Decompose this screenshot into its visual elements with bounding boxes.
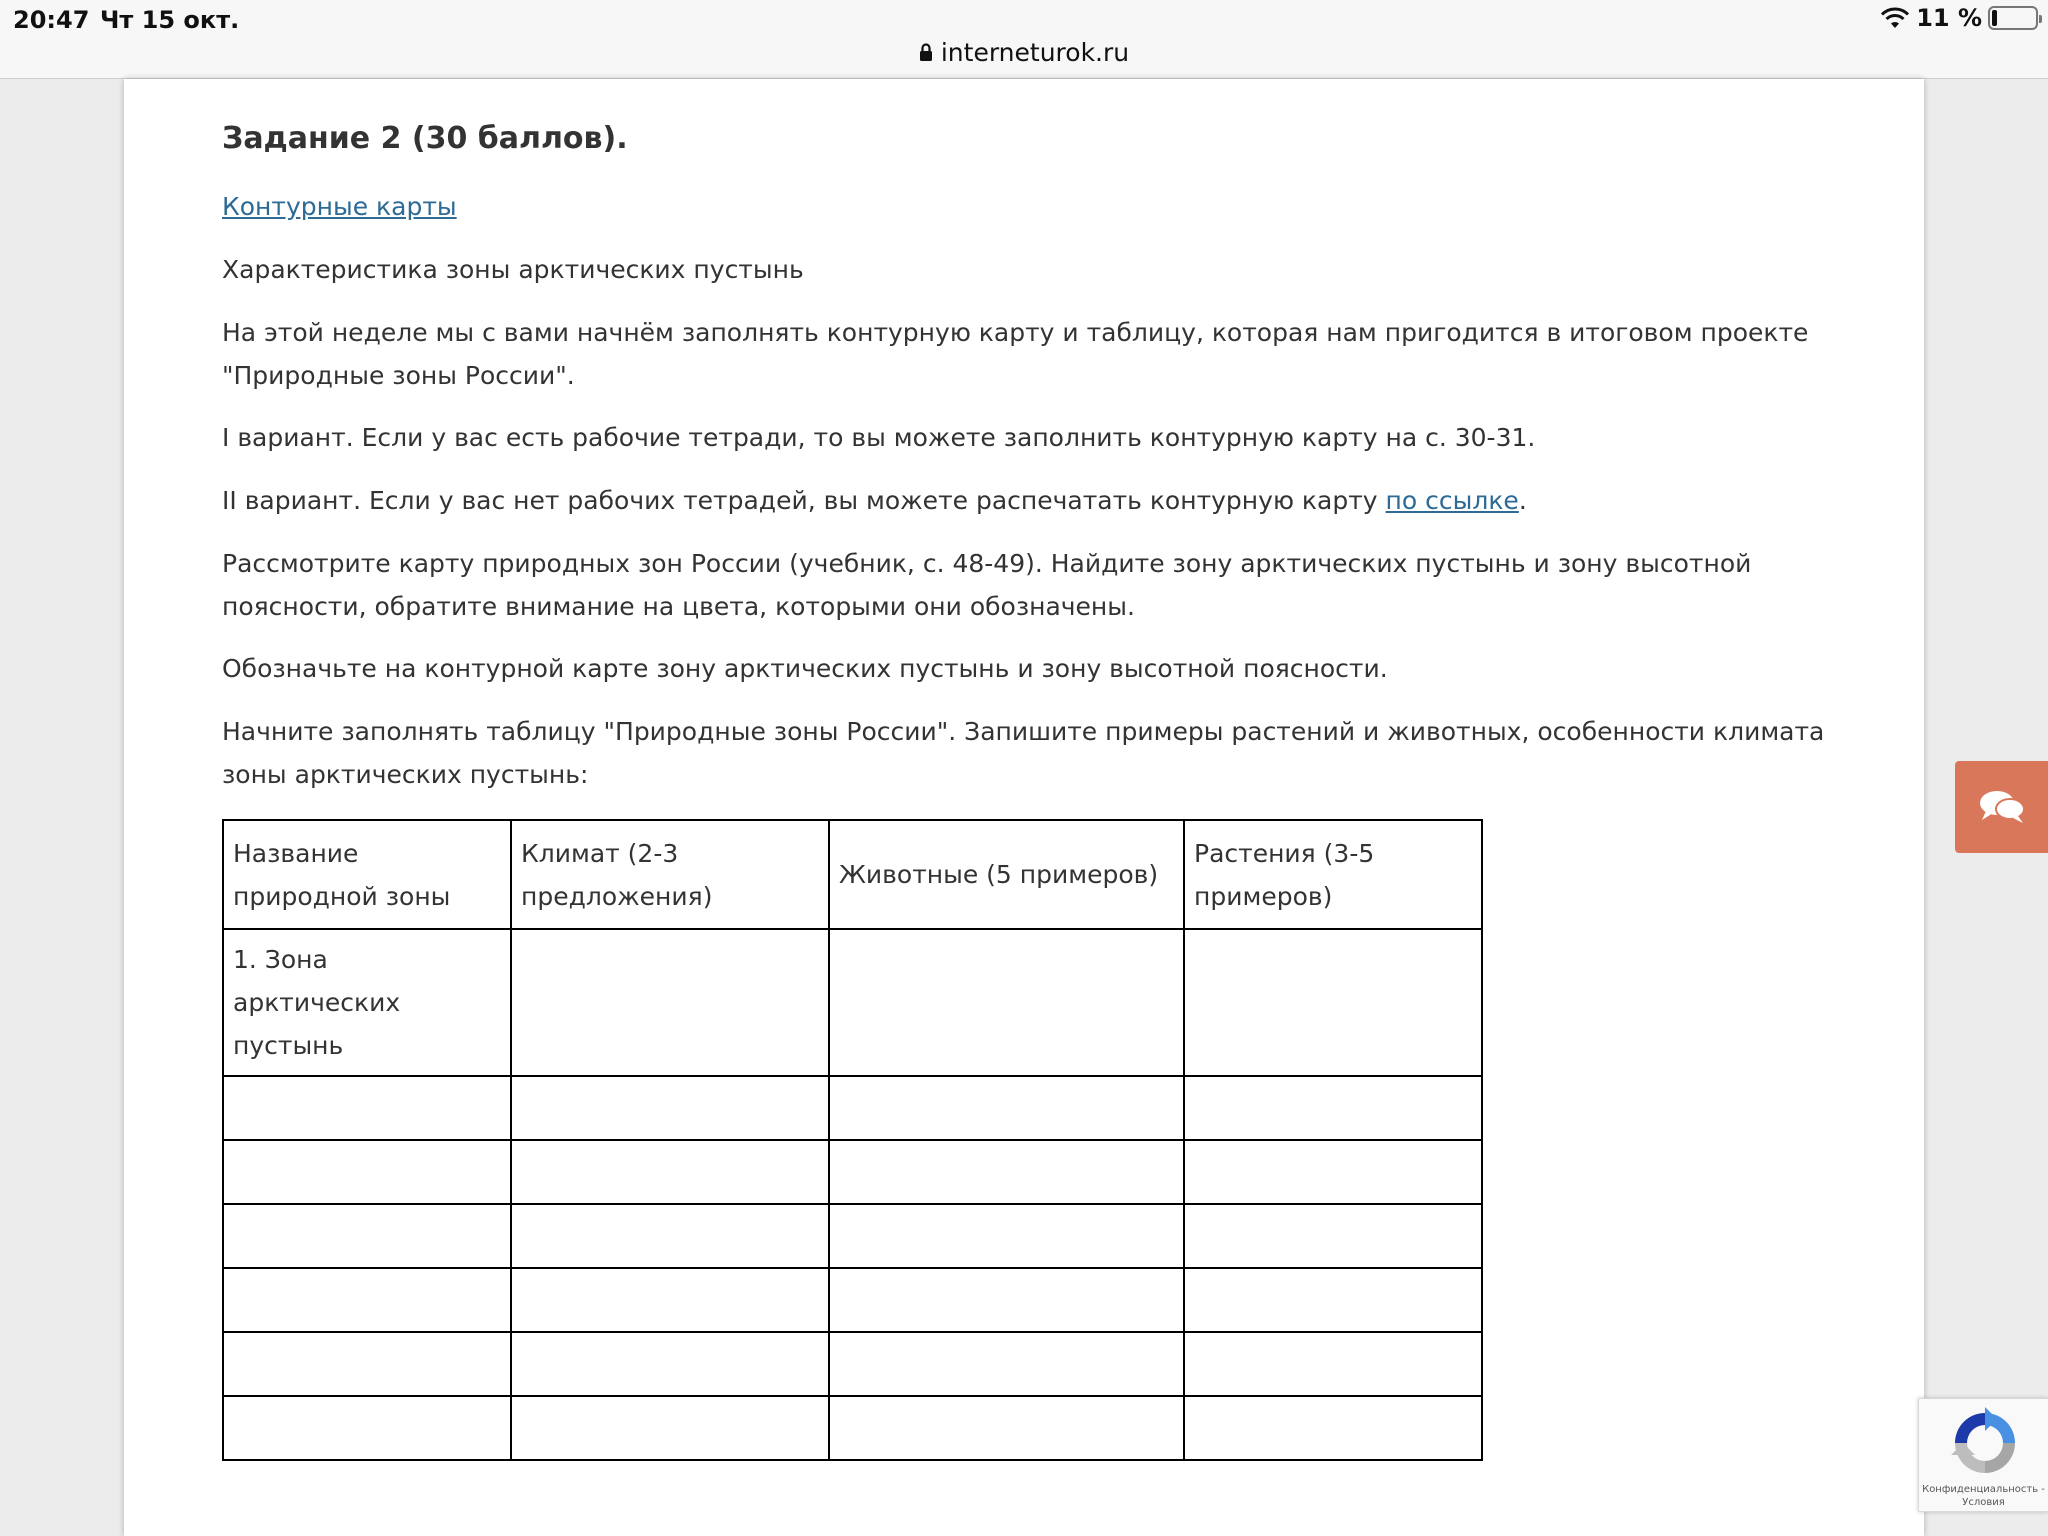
recaptcha-badge[interactable] bbox=[1918, 1398, 2048, 1512]
table-cell bbox=[829, 1332, 1184, 1396]
status-date: Чт 15 окт. bbox=[100, 6, 240, 34]
table-row bbox=[223, 1076, 1482, 1140]
printable-map-link[interactable]: по ссылке bbox=[1385, 486, 1519, 515]
table-cell bbox=[829, 929, 1184, 1076]
table-cell bbox=[223, 1140, 511, 1204]
variant1-paragraph: I вариант. Если у вас есть рабочие тетради, то вы можете заполнить контурную карту на с. 30-31. bbox=[222, 423, 1536, 452]
table-cell bbox=[1184, 1268, 1482, 1332]
header-plants: Растения (3-5 примеров) bbox=[1184, 820, 1482, 929]
table-cell bbox=[511, 1268, 829, 1332]
intro-paragraph: На этой неделе мы с вами начнём заполнять контурную карту и таблицу, которая нам пригодится в итоговом проекте "Природные зоны России". bbox=[222, 318, 1809, 390]
table-cell bbox=[1184, 1076, 1482, 1140]
url-bar[interactable] bbox=[0, 38, 2048, 67]
table-cell bbox=[829, 1268, 1184, 1332]
header-zone-name: Название природной зоны bbox=[223, 820, 511, 929]
recaptcha-icon bbox=[1949, 1407, 2021, 1479]
chat-widget-button[interactable] bbox=[1955, 761, 2048, 853]
table-cell bbox=[1184, 1140, 1482, 1204]
variant2-end: . bbox=[1518, 486, 1527, 515]
contour-maps-link[interactable]: Контурные карты bbox=[222, 192, 457, 221]
variant2-paragraph bbox=[222, 479, 1842, 522]
table-cell bbox=[829, 1076, 1184, 1140]
battery-fill bbox=[1992, 10, 1997, 26]
browser-top-bar bbox=[0, 0, 2048, 79]
zone-subtitle: Характеристика зоны арктических пустынь bbox=[222, 255, 804, 284]
header-animals: Животные (5 примеров) bbox=[829, 820, 1184, 929]
table-cell bbox=[511, 1396, 829, 1460]
header-climate: Климат (2-3 предложения) bbox=[511, 820, 829, 929]
table-cell bbox=[829, 1396, 1184, 1460]
status-time: 20:47 bbox=[13, 6, 90, 34]
table-cell bbox=[829, 1140, 1184, 1204]
table-cell: 1. Зона арктических пустынь bbox=[223, 929, 511, 1076]
mark-paragraph: Обозначьте на контурной карте зону арктических пустынь и зону высотной поясности. bbox=[222, 654, 1388, 683]
table-row bbox=[223, 1140, 1482, 1204]
table-cell bbox=[223, 1396, 511, 1460]
chat-bubbles-icon bbox=[1978, 788, 2026, 826]
wifi-icon bbox=[1880, 6, 1910, 30]
table-cell bbox=[223, 1268, 511, 1332]
table-cell bbox=[511, 1076, 829, 1140]
lock-icon bbox=[919, 42, 933, 62]
recaptcha-links[interactable] bbox=[1919, 1483, 2048, 1509]
natural-zones-table bbox=[222, 819, 1483, 1461]
table-cell bbox=[511, 1140, 829, 1204]
table-cell bbox=[223, 1204, 511, 1268]
table-cell bbox=[1184, 1204, 1482, 1268]
table-row bbox=[223, 929, 1482, 1076]
table-cell bbox=[511, 1204, 829, 1268]
battery-icon bbox=[1988, 6, 2038, 30]
fill-table-paragraph: Начните заполнять таблицу "Природные зоны России". Запишите примеры растений и животных, особенности климата зоны арктических пустынь: bbox=[222, 717, 1825, 789]
table-row bbox=[223, 1268, 1482, 1332]
table-cell bbox=[1184, 1396, 1482, 1460]
recaptcha-terms[interactable]: Условия bbox=[1962, 1497, 2005, 1508]
table-cell bbox=[223, 1332, 511, 1396]
table-header-row bbox=[223, 820, 1482, 929]
status-right bbox=[1880, 4, 2038, 32]
table-cell bbox=[1184, 1332, 1482, 1396]
table-cell bbox=[223, 1076, 511, 1140]
contour-maps-paragraph bbox=[222, 185, 1842, 228]
examine-paragraph: Рассмотрите карту природных зон России (учебник, с. 48-49). Найдите зону арктических пустынь и зону высотной поясности, обратите внимание на цвета, которыми они обозначены. bbox=[222, 549, 1752, 621]
variant2-text: II вариант. Если у вас нет рабочих тетрадей, вы можете распечатать контурную карту bbox=[222, 486, 1386, 515]
battery-percent: 11 % bbox=[1916, 4, 1982, 32]
url-domain[interactable]: interneturok.ru bbox=[940, 38, 1130, 67]
table-row bbox=[223, 1204, 1482, 1268]
table-row bbox=[223, 1332, 1482, 1396]
task-title: Задание 2 (30 баллов). bbox=[222, 121, 628, 156]
page-content bbox=[124, 79, 1924, 1536]
table-cell bbox=[829, 1204, 1184, 1268]
table-cell bbox=[1184, 929, 1482, 1076]
table-cell bbox=[511, 929, 829, 1076]
table-cell bbox=[511, 1332, 829, 1396]
table-row bbox=[223, 1396, 1482, 1460]
recaptcha-privacy[interactable]: Конфиденциальность - bbox=[1922, 1484, 2045, 1495]
